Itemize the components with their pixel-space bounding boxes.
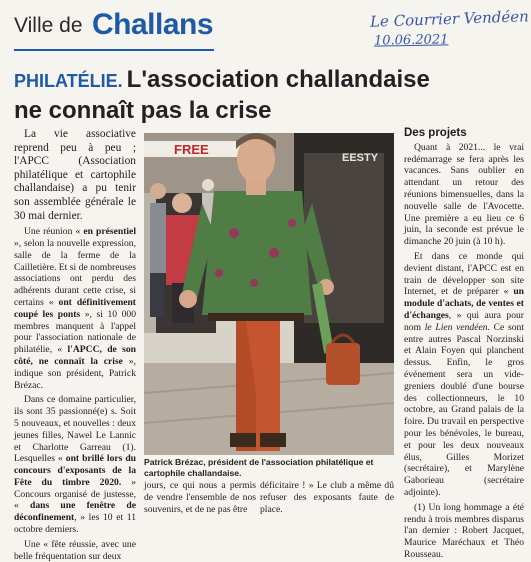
paragraph-1: Une réunion « en présentiel », selon la nouvelle expression, salle de la ferme de la Cailletière. Et si de nombreuses associations ont perdu des adhérents durant cette crise, si certains « ont définitivement coupé les ponts », si 10 000 membres manquent à l'appel pour l'association nationale de philatélie, « l'APCC, de son côté, ne connaît la crise », indique son président, Patrick Brézac. — [14, 226, 137, 391]
article-photo — [144, 133, 394, 455]
photo-caption: Patrick Brézac, président de l'association philatélique et cartophile challandaise. — [144, 457, 374, 478]
page-header — [0, 0, 531, 52]
article-column-2-continued — [144, 480, 256, 536]
section-town-name: Challans — [92, 8, 214, 41]
subheading-projects: Des projets — [404, 127, 467, 139]
article-column-3-continued — [260, 480, 394, 536]
paragraph-continued: jours, ce qui nous a permis de vendre l'ensemble de nos souvenirs, et de ne pas être — [144, 480, 256, 515]
paragraph-3: Une « fête réussie, avec une belle fréquentation sur deux — [14, 538, 136, 562]
footnote: (1) Un long hommage a été rendu à trois membres disparus l'an dernier : Robert Jacquet, Maurice Maréchaux et Théo Rousseau. — [404, 501, 524, 560]
storefront-sign-right: EESTY — [342, 152, 379, 164]
background-person-left — [150, 183, 166, 317]
storefront-sign-left: FREE — [174, 142, 209, 157]
photo-illustration — [144, 133, 394, 455]
handwritten-date: 10.06.2021 — [373, 32, 449, 49]
article-title-line2: ne connaît pas la crise — [14, 97, 272, 124]
paragraph-2: Dans ce domaine particulier, ils sont 35 passionné(e) s. Soit 5 nouveaux, et nouvelles : deux jeunes filles, Nawel Le Lannic et Charlotte Garreau (1). Lesquelles « ont brillé lors du concours d'exposants de la Fête du timbre 2020. » Concours organisé de justesse, « dans une fenêtre de déconfinement, » les 10 et 11 octobre derniers. — [14, 394, 137, 536]
article-lead: La vie associative reprend peu à peu ; l'APCC (Association philatélique et cartophile challandaise) a pu tenir son assemblée générale le 30 mai dernier. — [14, 128, 136, 222]
article-column-4 — [404, 127, 524, 560]
projects-paragraph-1: Quant à 2021... le vrai redémarrage se fera après les vacances. Sans oublier en attendant un retour des réunions bimensuelles, dans la nouvelle salle de l'Avocette. Une première a eu lieu ce 6 juin, la seconde est prévue le dimanche 20 juin (à 10 h). — [404, 141, 524, 248]
article-title-line1: L'association challandaise — [126, 66, 430, 93]
article-headline — [14, 66, 524, 128]
section-prefix: Ville de — [14, 14, 83, 37]
paragraph-continued-2: déficitaire ! » Le club a même dû refuser des exposants faute de place. — [260, 480, 394, 515]
projects-paragraph-2: Et dans ce monde qui devient distant, l'APCC est en train de développer son site Internet, et de préparer « un module d'achats, de ventes et d'échanges, » qui aura pour nom le Lien vendéen. Ce sont entre autres Pascal Norzinski et Alain Foyen qui planchent dessus. Enfin, le gros événement sera un vide-greniers doublé d'une bourse des collectionneurs, le 10 octobre, au Grand palais de la foire. Du travail en perspective pour les bénévoles, le bureau, et pour les deux nouveaux élus, Gilles Morizet (secrétaire), et Marylène Gaborieau (secrétaire adjointe). — [404, 250, 524, 498]
article-kicker: PHILATÉLIE. — [14, 71, 123, 91]
header-rule — [14, 49, 214, 51]
handwritten-source: Le Courrier Vendéen — [369, 7, 530, 31]
article-column-1 — [14, 128, 137, 562]
